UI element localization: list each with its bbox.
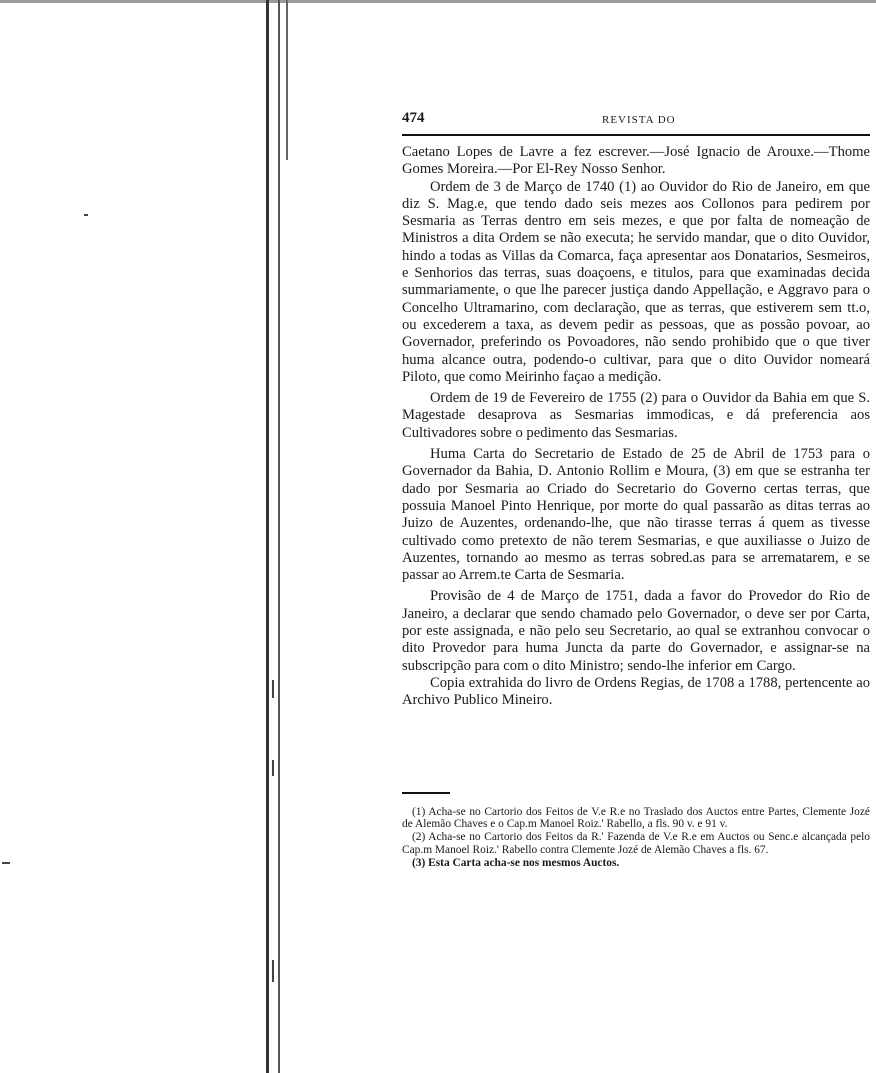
footnote: (3) Esta Carta acha-se nos mesmos Auctos.: [412, 856, 620, 869]
book-page: [402, 110, 870, 869]
running-header: [402, 110, 870, 132]
scan-speck: [272, 760, 274, 776]
binding-gutter-line: [278, 0, 280, 1073]
body-text: [402, 144, 870, 710]
scan-speck: [2, 862, 10, 864]
page-number: 474: [402, 110, 425, 126]
binding-gutter-line: [266, 0, 269, 1073]
scan-speck: [84, 214, 88, 216]
scan-speck: [272, 680, 274, 698]
footnote-rule: [402, 792, 450, 794]
running-title: REVISTA DO: [602, 114, 676, 126]
paragraph: Caetano Lopes de Lavre a fez escrever.—José Ignacio de Arouxe.—Thome Gomes Moreira.—Por El-Rey Nosso Senhor.: [402, 144, 870, 178]
paragraph: Huma Carta do Secretario de Estado de 25 de Abril de 1753 para o Governador da Bahia, D. Antonio Rollim e Moura, (3) em que se estranha ter dado por Sesmaria ao Criado do Secretario do Governo certas terras, que possuia Manoel Pinto Henrique, por morte do qual passarão as ditas terras ao Juizo de Auzentes, ordenando-lhe, que não tirasse terras á quem as tivesse cultivado como pretexto de não terem Sesmarias, e que auxiliasse o Juizo de Auzentes, tornando ao mesmo as terras sobred.as para se arrematarem, e se passar ao Arrem.te Carta de Sesmaria.: [402, 446, 870, 584]
footnote: (1) Acha-se no Cartorio dos Feitos de V.e R.e no Traslado dos Auctos entre Partes, Clemente Jozé de Alemão Chaves e o Cap.m Manoel Roiz.' Rabello, a fls. 90 v. e 91 v.: [402, 805, 870, 831]
header-rule: [402, 134, 870, 136]
paragraph: Ordem de 19 de Fevereiro de 1755 (2) para o Ouvidor da Bahia em que S. Magestade desaprova as Sesmarias immodicas, e dá preferencia aos Cultivadores sobre o pedimento das Sesmarias.: [402, 390, 870, 441]
paragraph: Provisão de 4 de Março de 1751, dada a favor do Provedor do Rio de Janeiro, a declarar que sendo chamado pelo Governador, o deve ser por Carta, por este assignada, e não pelo seu Secretario, ao qual se extranhou convocar o dito Provedor para huma Juncta da parte do Governador, e assignar-se na subscripção para com o dito Ministro; sendo-lhe inferior em Cargo.: [402, 588, 870, 674]
paragraph: Copia extrahida do livro de Ordens Regias, de 1708 a 1788, pertencente ao Archivo Publico Mineiro.: [402, 674, 870, 709]
binding-gutter-line: [286, 0, 288, 160]
paragraph: Ordem de 3 de Março de 1740 (1) ao Ouvidor do Rio de Janeiro, em que diz S. Mag.e, que tendo dado seis mezes aos Collonos para pedirem por Sesmaria as Terras dentro em seis mezes, e que por falta de nomeação de Ministros a dita Ordem se não executa; he servido mandar, que o dito Ouvidor, hindo a todas as Villas da Comarca, faça apresentar aos Donatarios, Sesmeiros, e Senhorios das terras, suas doaçoens, e titulos, para que examinadas decida summariamente, o que lhe parecer justiça dando Appellação, e Aggravo para o Concelho Ultramarino, com declaração, que as terras, que estiverem sem tt.o, ou excederem a taxa, as devem pedir as pessoas, que as possão povoar, ao Governador, preferindo os Povoadores, não sendo prohibido que o que tiver huma alcance outra, podendo-o cultivar, para que o dito Ouvidor nomeará Piloto, que como Meirinho façao a medição.: [402, 178, 870, 385]
page-top-edge: [0, 0, 876, 3]
footnote: (2) Acha-se no Cartorio dos Feitos da R.' Fazenda de V.e R.e em Auctos ou Senc.e alcançada pelo Cap.m Manoel Roiz.' Rabello contra Clemente Jozé de Alemão Chaves a fls. 67.: [402, 831, 870, 856]
scan-speck: [272, 960, 274, 982]
footnotes: [402, 806, 870, 870]
